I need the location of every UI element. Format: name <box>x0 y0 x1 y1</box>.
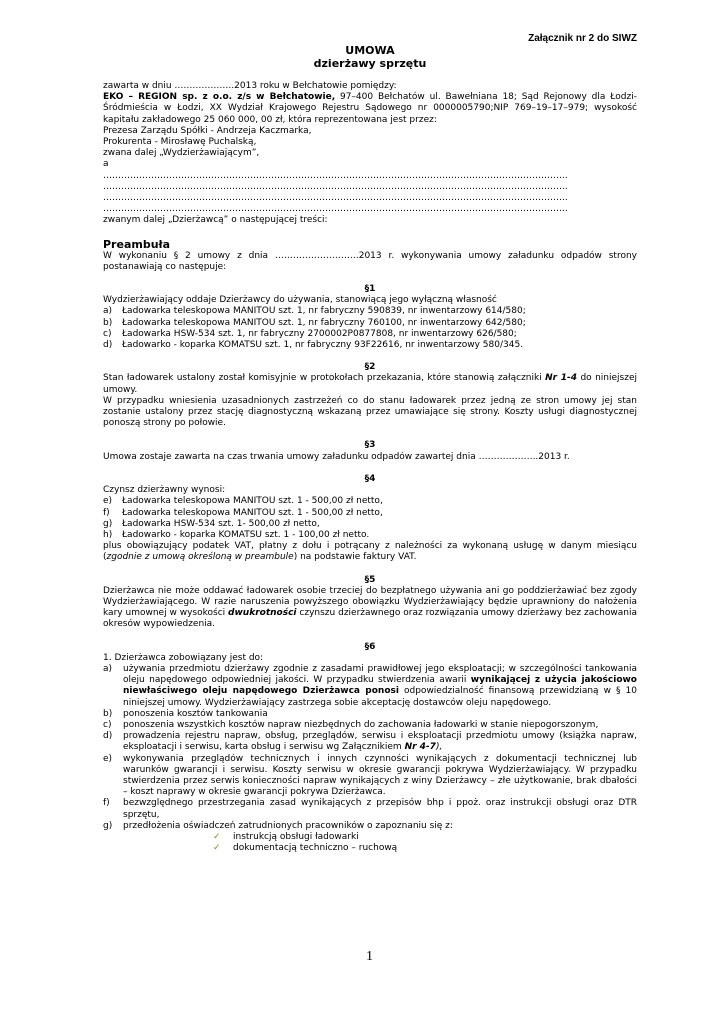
list-item <box>103 664 637 709</box>
text-part: Stan ładowarek ustalony został komisyjnie w protokołach przekazania, które stanowią załączniki <box>103 373 546 384</box>
item-marker: c) <box>103 328 112 339</box>
item-marker: b) <box>103 708 113 719</box>
preamble-heading: Preambuła <box>103 237 171 251</box>
section-2-text-2: W przypadku wniesienia uzasadnionych zastrzeżeń co do stanu ładowarek przez jedną ze stron umowy jej stan zostanie ustalony przez stację diagnostyczną wskazaną przez umawiające się strony. Koszty usługi diagnostycznej ponoszą strony po połowie. <box>103 395 637 429</box>
item-marker: c) <box>103 719 112 730</box>
list-item <box>103 306 637 317</box>
item-marker: f) <box>103 507 110 518</box>
lessee-designation: zwanym dalej „Dzierżawcą” o następującej treści: <box>103 215 328 226</box>
list-item <box>103 496 637 507</box>
list-item <box>103 318 637 329</box>
attachment-ref: Nr 1-4 <box>545 373 578 384</box>
list-item <box>103 821 637 832</box>
representative-proxy: Prokurenta - Mirosławę Puchalską, <box>103 137 257 148</box>
document-subtitle: dzierżawy sprzętu <box>313 57 427 70</box>
section-3-text: Umowa zostaje zawarta na czas trwania umowy załadunku odpadów zawartej dnia ………………..2013 r. <box>103 451 570 462</box>
list-item <box>103 508 637 519</box>
company-details: 97–400 Bełchatów ul. Bawełniana 18; Sąd Rejonowy dla Łodzi-Śródmieścia w Łodzi, XX Wydział Krajowego Rejestru Sądowego nr 0000005790;NIP 769–19–17–979; wysokość kapitału zakładowego 25 060 000, 00 zł, która reprezentowana jest przez: <box>103 92 637 125</box>
item-text: Ładowarko - koparka KOMATSU szt. 1, nr fabryczny 93F22616, nr inwentarzowy 580/345. <box>122 340 524 351</box>
text-part: do niniejszej umowy. <box>103 373 638 395</box>
item-text: Ładowarko - koparka KOMATSU szt. 1 - 100,00 zł netto. <box>122 529 370 540</box>
dotted-line-3: ……………………………………………………………………………………………………………………………………….. <box>103 193 568 204</box>
section-6-heading: §6 <box>364 641 376 652</box>
item-text: wykonywania przeglądów technicznych i innych czynności wynikających z dokumentacji technicznej lub warunków gwarancji i serwisu. Koszty serwisu w okresie gwarancji pokrywa Wydzierżawiający. W przypadku stwierdzenia przez serwis konieczności napraw wynikających z winy Dzierżawcy – złe użytkowanie, brak dbałości – koszt naprawy w okresie gwarancji pokrywa Dzierżawca. <box>123 753 637 798</box>
checklist-text: instrukcją obsługi ładowarki <box>233 831 359 842</box>
attachment-label: Załącznik nr 2 do SIWZ <box>528 33 637 44</box>
dotted-line-2: ……………………………………………………………………………………………………………………………………….. <box>103 181 568 192</box>
item-text: ponoszenia wszystkich kosztów napraw niezbędnych do zachowania ładowarki w stanie niepogorszonym, <box>123 719 599 730</box>
company-name: EKO – REGION sp. z o.o. z/s w Bełchatowie, <box>103 92 336 103</box>
item-marker: h) <box>103 529 113 540</box>
item-marker: d) <box>103 340 113 351</box>
item-marker: g) <box>103 820 113 831</box>
document-body <box>103 30 637 854</box>
text-part: plus obowiązujący podatek VAT, płatny z dołu i potrącany z należności za wykonaną usługę w danym miesiącu ( <box>103 541 637 563</box>
text-part: Nr 4-7 <box>404 742 436 753</box>
check-icon: ✓ <box>213 831 221 842</box>
section-3-heading: §3 <box>364 440 376 451</box>
item-marker: f) <box>103 798 110 809</box>
checklist-text: dokumentacją techniczno – ruchową <box>233 843 398 854</box>
section-4-heading: §4 <box>364 473 376 484</box>
item-text <box>123 731 637 753</box>
item-text: Ładowarka teleskopowa MANITOU szt. 1 - 500,00 zł netto, <box>122 496 383 507</box>
item-text: Ładowarka HSW-534 szt. 1- 500,00 zł netto, <box>122 518 320 529</box>
conjunction-a: a <box>103 159 109 170</box>
item-text <box>123 664 637 709</box>
text-part: Dzierżawca nie może oddawać ładowarek osobie trzeciej do bezpłatnego używania ani go poddzierżawiać bez zgody Wydzierżawiającego. W razie naruszenia powyższego obowiązku Wydzierżawiający będzie uprawniony do nałożenia kary umownej w wysokości <box>103 585 637 619</box>
text-part: odpowiedzialność finansową przewidzianą w § 10 niniejszej umowy. Wydzierżawiający zastrzega sobie akceptację dostawców oleju napędowego. <box>123 686 637 708</box>
text-part: używania przedmiotu dzierżawy zgodnie z zasadami prawidłowej jego eksploatacji; w szczególności tankowania oleju napędowego odpowiedniej jakości. W przypadku stwierdzenia awarii <box>123 663 637 686</box>
list-item <box>103 798 637 820</box>
section-4-vat-text <box>103 541 637 563</box>
list-item <box>103 731 637 753</box>
text-part: dwukrotności <box>228 608 297 619</box>
page-number: 1 <box>366 949 373 964</box>
item-marker: e) <box>103 753 113 764</box>
list-item <box>103 709 637 720</box>
item-marker: a) <box>103 663 113 674</box>
item-marker: a) <box>103 306 113 317</box>
dotted-line-1: ……………………………………………………………………………………………………………………………………….. <box>103 170 568 181</box>
item-text: Ładowarka teleskopowa MANITOU szt. 1, nr fabryczny 590839, nr inwentarzowy 614/580; <box>122 306 526 317</box>
list-item <box>103 754 637 799</box>
company-paragraph <box>103 92 637 126</box>
lessor-designation: zwana dalej „Wydzierżawiającym”, <box>103 148 260 159</box>
item-marker: e) <box>103 496 113 507</box>
item-text: Ładowarka teleskopowa MANITOU szt. 1 - 500,00 zł netto, <box>122 507 383 518</box>
item-marker: g) <box>103 518 113 529</box>
item-text: przedłożenia oświadczeń zatrudnionych pracowników o zapoznaniu się z: <box>123 820 453 831</box>
item-text: Ładowarka teleskopowa MANITOU szt. 1, nr fabryczny 760100, nr inwentarzowy 642/580; <box>122 317 526 328</box>
list-item <box>103 340 637 351</box>
text-part: ) na podstawie faktury VAT. <box>293 552 417 563</box>
section-5-text <box>103 586 637 631</box>
section-1-text: Wydzierżawiający oddaje Dzierżawcy do używania, stanowiącą jego wyłączną własność <box>103 295 497 306</box>
text-part: wynikającej z użycia jakościowo niewłaściwego oleju napędowego Dzierżawca ponosi <box>123 675 637 697</box>
section-6-intro: 1. Dzierżawca zobowiązany jest do: <box>103 652 264 663</box>
text-part: czynszu dzierżawnego oraz rozwiązania umowy dzierżawy bez zachowania okresów wypowiedzenia. <box>103 608 637 630</box>
list-item <box>103 720 637 731</box>
preamble-text: W wykonaniu § 2 umowy z dnia ……………………….2013 r. wykonywania umowy załadunku odpadów strony postanawiają co następuje: <box>103 250 637 272</box>
item-text: Ładowarka HSW-534 szt. 1, nr fabryczny 2700002P0877808, nr inwentarzowy 626/580; <box>122 328 517 339</box>
section-1-heading: §1 <box>364 284 376 295</box>
item-text: ponoszenia kosztów tankowania <box>123 708 268 719</box>
intro-date-line: zawarta w dniu ………………..2013 roku w Bełchatowie pomiędzy: <box>103 81 397 91</box>
document-title: UMOWA <box>345 44 395 57</box>
section-5-heading: §5 <box>364 574 376 585</box>
dotted-line-4: ……………………………………………………………………………………………………………………………………….. <box>103 204 568 215</box>
section-2-text-1 <box>103 373 637 395</box>
checklist-item <box>103 832 637 843</box>
check-icon: ✓ <box>213 843 221 854</box>
checklist-item <box>103 843 637 854</box>
list-item <box>103 530 637 541</box>
list-item <box>103 329 637 340</box>
item-marker: d) <box>103 731 113 742</box>
representative-president: Prezesa Zarządu Spółki - Andrzeja Kaczmarka, <box>103 125 312 136</box>
item-text: bezwzględnego przestrzegania zasad wynikających z przepisów bhp i ppoż. oraz instrukcji obsługi oraz DTR sprzętu, <box>123 798 637 820</box>
text-part: prowadzenia rejestru napraw, obsług, przeglądów, serwisu i eksploatacji przedmiotu umowy (książka napraw, eksploatacji i serwisu, karta obsług i serwisu wg Załącznikiem <box>123 731 637 753</box>
text-part: zgodnie z umową określoną w preambule <box>106 552 294 563</box>
section-2-heading: §2 <box>364 362 376 373</box>
item-marker: b) <box>103 317 113 328</box>
text-part: ), <box>435 742 443 753</box>
section-4-text: Czynsz dzierżawny wynosi: <box>103 485 226 496</box>
list-item <box>103 519 637 530</box>
